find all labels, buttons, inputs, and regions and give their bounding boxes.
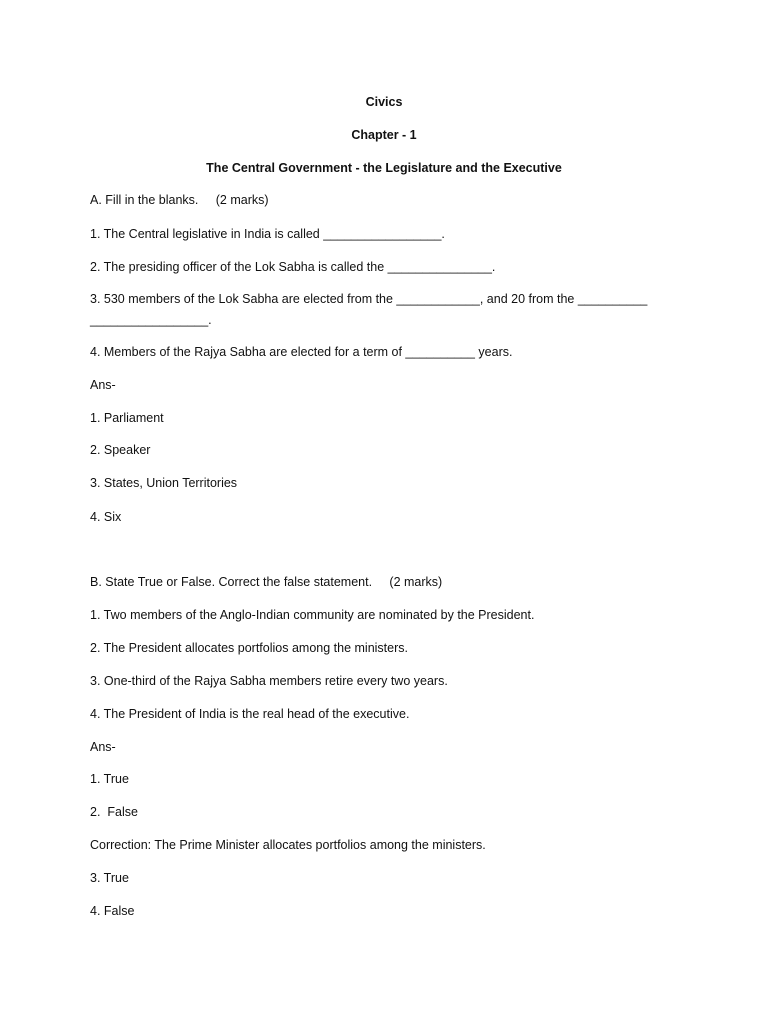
section-a-answer-3: 3. States, Union Territories (90, 476, 238, 490)
chapter-heading: Chapter - 1 (351, 128, 417, 142)
section-b-question-2: 2. The President allocates portfolios among the ministers. (90, 641, 408, 655)
section-b-answer-label: Ans- (90, 740, 116, 754)
section-b-correction: Correction: The Prime Minister allocates portfolios among the ministers. (90, 838, 486, 852)
section-a-question-2: 2. The presiding officer of the Lok Sabha is called the _______________. (90, 260, 496, 274)
subject-heading: Civics (365, 95, 403, 109)
section-a-answer-1: 1. Parliament (90, 411, 164, 425)
section-a-answer-4: 4. Six (90, 510, 122, 524)
section-a-question-3-line-2: _________________. (90, 313, 212, 327)
section-a-question-1: 1. The Central legislative in India is called _________________. (90, 227, 445, 241)
section-b-answer-1: 1. True (90, 772, 129, 786)
section-a-heading: A. Fill in the blanks. (2 marks) (90, 193, 269, 207)
section-a-answer-label: Ans- (90, 378, 116, 392)
section-b-question-4: 4. The President of India is the real head of the executive. (90, 707, 410, 721)
section-b-heading: B. State True or False. Correct the false statement. (2 marks) (90, 575, 443, 589)
section-a-question-3-line-1: 3. 530 members of the Lok Sabha are elected from the ____________, and 20 from the __________ (90, 292, 648, 306)
section-b-answer-2: 2. False (90, 805, 138, 819)
section-b-answer-4: 4. False (90, 904, 135, 918)
section-b-question-3: 3. One-third of the Rajya Sabha members retire every two years. (90, 674, 448, 688)
section-a-question-4: 4. Members of the Rajya Sabha are elected for a term of __________ years. (90, 345, 513, 359)
section-a-answer-2: 2. Speaker (90, 443, 151, 457)
section-b-answer-3: 3. True (90, 871, 129, 885)
chapter-title: The Central Government - the Legislature and the Executive (206, 161, 562, 175)
section-b-question-1: 1. Two members of the Anglo-Indian community are nominated by the President. (90, 608, 535, 622)
